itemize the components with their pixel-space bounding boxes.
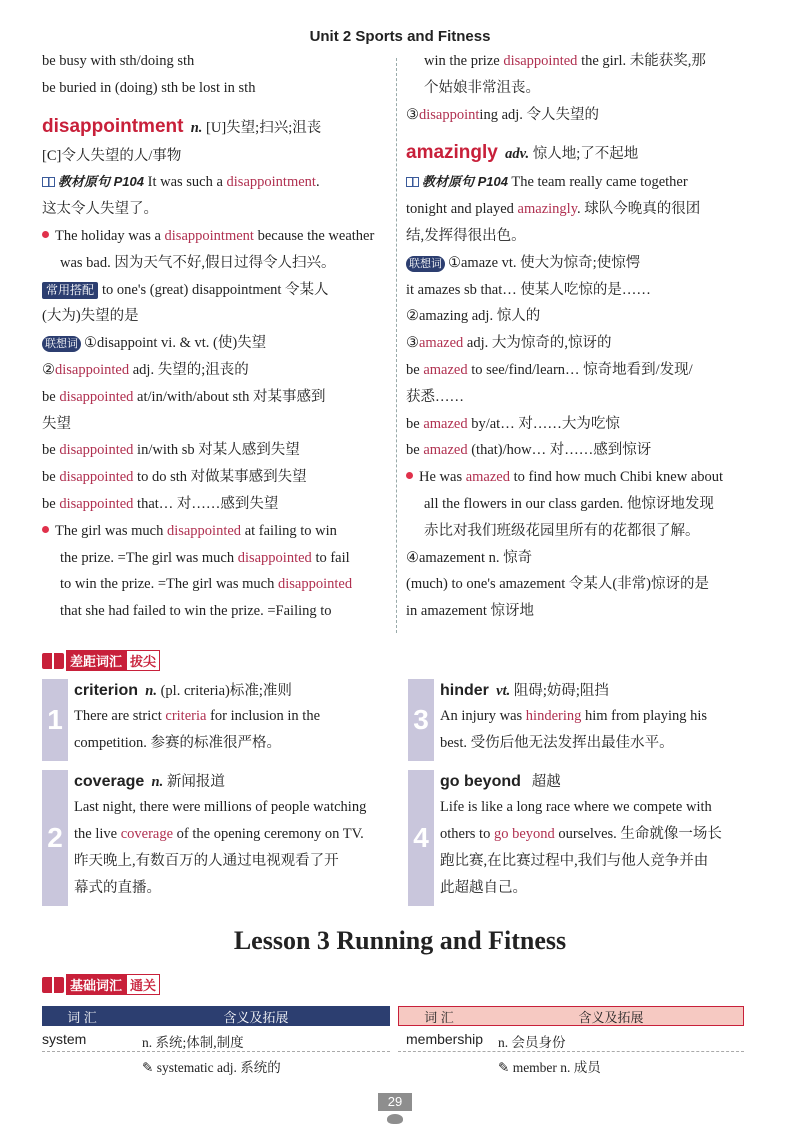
text-line: be disappointed in/with sb 对某人感到失望 (42, 442, 300, 459)
text-line: ②amazing adj. 惊人的 (406, 308, 541, 325)
card-word: hinder (440, 682, 489, 699)
table-word-system: system (42, 1031, 87, 1047)
textbook-sentence: 教材原句 P104 The team really came together (406, 169, 756, 196)
example-sentence: The holiday was a disappointment because the weather (42, 223, 386, 250)
table-word-membership: membership (406, 1031, 484, 1047)
text-line: 个姑娘非常沮丧。 (424, 79, 540, 96)
card-text-line: 幕式的直播。 (74, 880, 161, 896)
text-line: (大为)失望的是 (42, 308, 139, 325)
text-line: 这太令人失望了。 (42, 201, 158, 218)
right-column (406, 48, 756, 625)
text-line: be amazed (that)/how… 对……感到惊讶 (406, 442, 652, 459)
card-text-line: 跑比赛,在比赛过程中,我们与他人竞争并由 (440, 853, 709, 869)
bird-icon (387, 1114, 403, 1124)
association-line: 联想词 ①disappoint vi. & vt. (使)失望 (42, 330, 386, 357)
text-line: win the prize disappointed the girl. 未能获奖,那 (424, 53, 706, 69)
column-divider (396, 58, 397, 633)
text-line: ③disappointing adj. 令人失望的 (406, 106, 600, 123)
table-row-divider (42, 1051, 390, 1052)
text-line: ④amazement n. 惊奇 (406, 549, 533, 566)
text-line: be disappointed to do sth 对做某事感到失望 (42, 469, 307, 486)
text-line: be amazed by/at… 对……大为吃惊 (406, 415, 620, 432)
card-number: 3 (408, 679, 434, 761)
text-line: (much) to one's amazement 令某人(非常)惊讶的是 (406, 576, 710, 593)
headword-entry: disappointment n. [U]失望;扫兴;沮丧 (42, 115, 322, 137)
text-line: ③amazed adj. 大为惊奇的,惊讶的 (406, 335, 612, 352)
headword: amazingly (406, 142, 498, 164)
text-line: be disappointed that… 对……感到失望 (42, 495, 279, 512)
table-def-system: n. 系统;体制,制度 (142, 1035, 244, 1050)
card-text-line: the live coverage of the opening ceremony on TV. (74, 826, 364, 842)
textbook-source-label: 教材原句 P104 (406, 169, 508, 196)
association-tag: 联想词 (406, 256, 445, 272)
card-number: 4 (408, 770, 434, 906)
text-line: 赤比对我们班级花园里所有的花都很了解。 (424, 522, 700, 539)
pencil-icon: ✎ (498, 1060, 513, 1075)
textbook-source-label: 教材原句 P104 (42, 169, 144, 196)
card-text-line: others to go beyond ourselves. 生命就像一场长 (440, 826, 722, 842)
text-line: in amazement 惊讶地 (406, 603, 535, 620)
book-icon (42, 977, 64, 993)
text-line: [C]令人失望的人/事物 (42, 147, 182, 164)
card-text-line: 昨天晚上,有数百万的人通过电视观看了开 (74, 853, 339, 869)
table-ext-system: ✎ systematic adj. 系统的 (142, 1060, 281, 1075)
section-header-basic-words: 基础词汇 通关 (42, 974, 160, 995)
bullet-icon (42, 231, 49, 238)
card-text-line: Life is like a long race where we compete with (440, 799, 712, 815)
card-text-line: competition. 参赛的标准很严格。 (74, 735, 282, 751)
card-word: criterion (74, 682, 139, 699)
bullet-icon (406, 472, 413, 479)
card-word: coverage (74, 773, 145, 790)
card-text-line: There are strict criteria for inclusion in the (74, 708, 321, 724)
running-header: Unit 2 Sports and Fitness (309, 28, 491, 45)
association-tag: 联想词 (42, 336, 81, 352)
card-number: 1 (42, 679, 68, 761)
table-ext-membership: ✎ member n. 成员 (498, 1060, 601, 1075)
text-line: all the flowers in our class garden. 他惊讶地发现 (424, 495, 714, 512)
vocab-card: 1 criterion n. (pl. criteria)标准;准则 There are strict criteria for inclusion in the competition. 参赛的标准很严格。 (42, 679, 382, 761)
bullet-icon (42, 526, 49, 533)
text-line: be amazed to see/find/learn… 惊奇地看到/发现/ (406, 361, 693, 378)
spacer (42, 102, 386, 112)
text-line: the prize. =The girl was much disappointed to fail (60, 549, 350, 566)
text-line: be disappointed at/in/with/about sth 对某事感到 (42, 388, 326, 405)
collocation-tag: 常用搭配 (42, 282, 98, 299)
pencil-icon: ✎ (142, 1060, 157, 1075)
section-header-gap-words: 差距词汇 拔尖 (42, 650, 160, 671)
vocab-card: 2 coverage n. 新闻报道 Last night, there were millions of people watching the live coverage of the opening ceremony on TV. 昨天晚上,有数百万的人通过电视观看了开 幕式的直播。 (42, 770, 382, 906)
text-line: be busy with sth/doing sth (42, 53, 195, 69)
text-line: that she had failed to win the prize. =Failing to (60, 603, 332, 620)
vocab-card: 3 hinder vt. 阻碍;妨碍;阻挡 An injury was hindering him from playing his best. 受伤后他无法发挥出最佳水平。 (408, 679, 748, 761)
headword: disappointment (42, 115, 184, 137)
headword-entry: amazingly adv. 惊人地;了不起地 (406, 142, 639, 164)
left-column (42, 48, 386, 625)
lesson-title: Lesson 3 Running and Fitness (233, 926, 567, 955)
table-def-membership: n. 会员身份 (498, 1035, 566, 1050)
vocab-card: 4 go beyond 超越 Life is like a long race where we compete with others to go beyond ourselves. 生命就像一场长 跑比赛,在比赛过程中,我们与他人竞争并由 此超越自己。 (408, 770, 748, 906)
example-sentence: He was amazed to find how much Chibi knew about (406, 464, 756, 491)
text-line: 失望 (42, 415, 71, 432)
book-icon (406, 177, 419, 187)
card-text-line: best. 受伤后他无法发挥出最佳水平。 (440, 735, 674, 751)
card-text-line: An injury was hindering him from playing his (440, 708, 708, 724)
book-icon (42, 177, 55, 187)
collocation-line: 常用搭配 to one's (great) disappointment 令某人 (42, 277, 386, 304)
text-line: ②disappointed adj. 失望的;沮丧的 (42, 361, 249, 378)
text-line: to win the prize. =The girl was much disappointed (60, 576, 353, 593)
textbook-sentence: 教材原句 P104 It was such a disappointment. (42, 169, 386, 196)
example-sentence: The girl was much disappointed at failing to win (42, 518, 386, 545)
text-line: 获悉…… (406, 388, 464, 405)
text-line: be buried in (doing) sth be lost in sth (42, 79, 256, 96)
card-number: 2 (42, 770, 68, 906)
vocab-table-right-header: 词 汇 含义及拓展 (398, 1006, 744, 1026)
card-text-line: 此超越自己。 (440, 880, 527, 896)
text-line: it amazes sb that… 使某人吃惊的是…… (406, 281, 651, 298)
page-number: 29 (378, 1093, 412, 1111)
vocab-table-left-header: 词 汇 含义及拓展 (42, 1006, 390, 1026)
book-icon (42, 653, 64, 669)
text-line: was bad. 因为天气不好,假日过得令人扫兴。 (60, 254, 336, 271)
card-word: go beyond (440, 773, 521, 790)
text-line: tonight and played amazingly. 球队今晚真的很团 (406, 201, 701, 218)
text-line: 结,发挥得很出色。 (406, 227, 526, 244)
table-row-divider (398, 1051, 744, 1052)
spacer (406, 128, 756, 138)
card-text-line: Last night, there were millions of people watching (74, 799, 367, 815)
association-line: 联想词 ①amaze vt. 使大为惊奇;使惊愕 (406, 250, 756, 277)
